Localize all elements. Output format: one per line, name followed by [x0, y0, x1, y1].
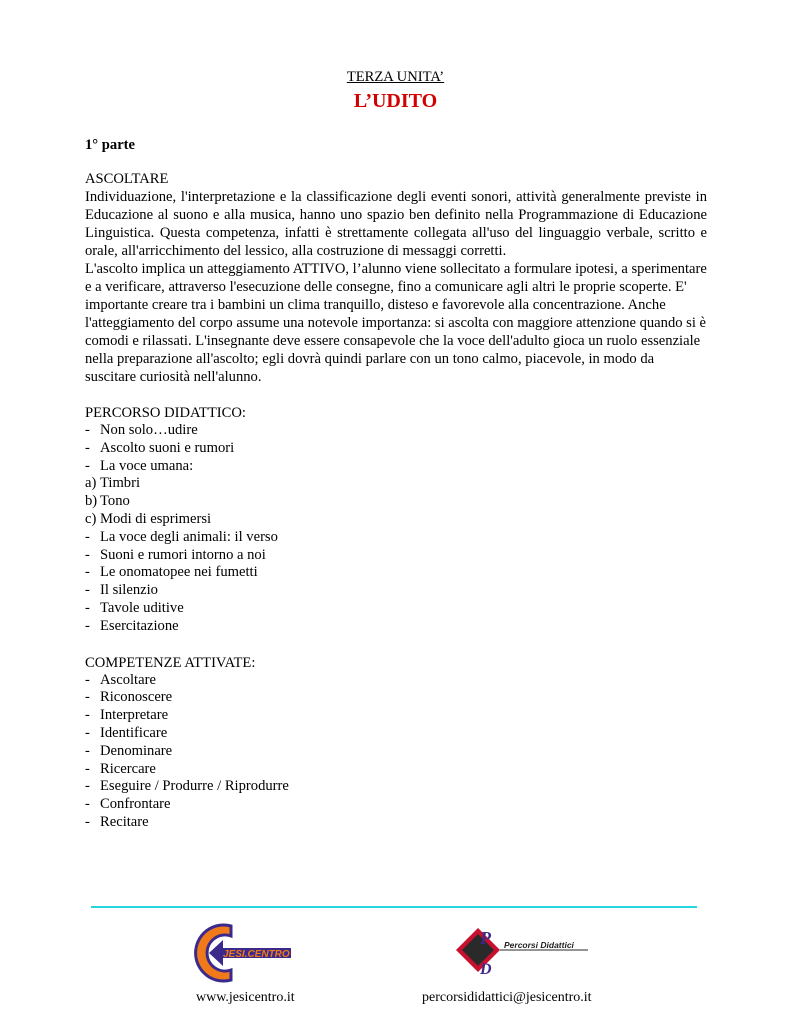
list-marker: a) [85, 475, 97, 492]
list-item [85, 422, 707, 440]
logo-caption: Percorsi Didattici [504, 940, 574, 950]
footer-divider [91, 906, 697, 908]
list-marker: - [85, 724, 90, 741]
list-item [85, 458, 707, 476]
jesicentro-logo-text: JESI.CENTRO [223, 949, 290, 960]
list-item-text: Esercitazione [100, 617, 179, 634]
list-item [85, 796, 707, 814]
list-item [85, 725, 707, 743]
page-title: L’UDITO [353, 90, 438, 112]
list-item [85, 547, 707, 565]
list-item [85, 707, 707, 725]
listening-heading: ASCOLTARE [85, 171, 169, 187]
list-item-text: Ascoltare [100, 671, 156, 688]
list-item-text: La voce degli animali: il verso [100, 528, 278, 545]
list-marker: - [85, 778, 90, 795]
list-item [85, 761, 707, 779]
list-item [85, 672, 707, 690]
list-item [85, 743, 707, 761]
unit-label: TERZA UNITA’ [346, 69, 445, 85]
list-item [85, 814, 707, 832]
list-marker: - [85, 439, 90, 456]
list-item [85, 440, 707, 458]
list-marker: - [85, 546, 90, 563]
list-item-text: Identificare [100, 724, 168, 741]
list-item-text: Tono [100, 493, 130, 510]
list-marker: - [85, 671, 90, 688]
list-item-text: Confrontare [100, 796, 171, 813]
list-item [85, 689, 707, 707]
jesicentro-logo-icon [187, 920, 299, 986]
logo-letter-p: P [480, 928, 491, 948]
list-item-text: Ricercare [100, 760, 156, 777]
list-marker: - [85, 457, 90, 474]
part-label: 1° parte [85, 137, 136, 153]
list-marker: - [85, 796, 90, 813]
list-item [85, 618, 707, 636]
list-item [85, 493, 707, 511]
document-body [85, 170, 707, 832]
list-item [85, 511, 707, 529]
list-marker: - [85, 617, 90, 634]
list-item-text: Ascolto suoni e rumori [100, 439, 235, 456]
list-item-text: Denominare [100, 742, 173, 759]
list-item [85, 475, 707, 493]
list-item-text: Modi di esprimersi [100, 510, 212, 527]
list-item-text: Eseguire / Produrre / Riprodurre [100, 778, 289, 795]
list-marker: - [85, 707, 90, 724]
percorsi-didattici-logo-icon [452, 924, 590, 982]
list-item [85, 529, 707, 547]
list-item-text: Non solo…udire [100, 422, 198, 438]
listening-paragraph: L'ascolto implica un atteggiamento ATTIVO, l’alunno viene sollecitato a formulare ipotesi, a sperimentare e a verificare, attraverso l'esecuzione delle consegne, fino a comunicare agli altri le proprie scoperte. E' importante creare tra i bambini un clima tranquillo, disteso e favorevole alla concentrazione. Anche l'atteggiamento del corpo assume una notevole importanza: si ascolta con maggiore attenzione quando si è comodi e rilassati. L'insegnante deve essere consapevole che la voce dell'adulto gioca un ruolo essenziale nella preparazione all'ascolto; egli dovrà quindi parlare con un tono calmo, piacevole, in modo da suscitare curiosità nell'alunno. [85, 261, 707, 385]
list-marker: - [85, 813, 90, 830]
website-link[interactable]: www.jesicentro.it [196, 990, 295, 1005]
list-marker: - [85, 422, 90, 438]
list-item [85, 778, 707, 796]
list-marker: - [85, 742, 90, 759]
list-marker: - [85, 599, 90, 616]
list-item [85, 582, 707, 600]
list-item-text: Il silenzio [100, 582, 158, 599]
list-marker: - [85, 564, 90, 581]
list-item-text: La voce umana: [100, 457, 194, 474]
list-item-text: Riconoscere [100, 689, 173, 706]
skills-list [85, 672, 707, 832]
path-heading: PERCORSO DIDATTICO: [85, 405, 246, 421]
listening-paragraph: Individuazione, l'interpretazione e la classificazione degli eventi sonori, attività generalmente previste in Educazione al suono e alla musica, hanno uno spazio ben definito nella Programmazione di Educazione Linguistica. Questa competenza, infatti è strettamente collegata all'uso del linguaggio verbale, scritto e orale, all'arricchimento del lessico, alla costruzione di messaggi corretti. [85, 189, 707, 259]
list-item [85, 564, 707, 582]
list-marker: - [85, 528, 90, 545]
list-item-text: Interpretare [100, 707, 169, 724]
email-link[interactable]: percorsididattici@jesicentro.it [422, 990, 592, 1005]
list-item-text: Tavole uditive [100, 599, 184, 616]
list-item-text: Suoni e rumori intorno a noi [100, 546, 266, 563]
jesicentro-logo [187, 920, 299, 991]
list-item-text: Le onomatopee nei fumetti [100, 564, 258, 581]
list-marker: c) [85, 510, 97, 527]
path-list [85, 422, 707, 636]
list-item [85, 600, 707, 618]
list-item-text: Recitare [100, 813, 149, 830]
list-marker: - [85, 689, 90, 706]
logo-letter-d: D [480, 961, 492, 978]
list-item-text: Timbri [100, 475, 141, 492]
percorsi-didattici-logo [452, 924, 590, 987]
list-marker: - [85, 582, 90, 599]
list-marker: b) [85, 493, 98, 510]
list-marker: - [85, 760, 90, 777]
skills-heading: COMPETENZE ATTIVATE: [85, 654, 256, 671]
